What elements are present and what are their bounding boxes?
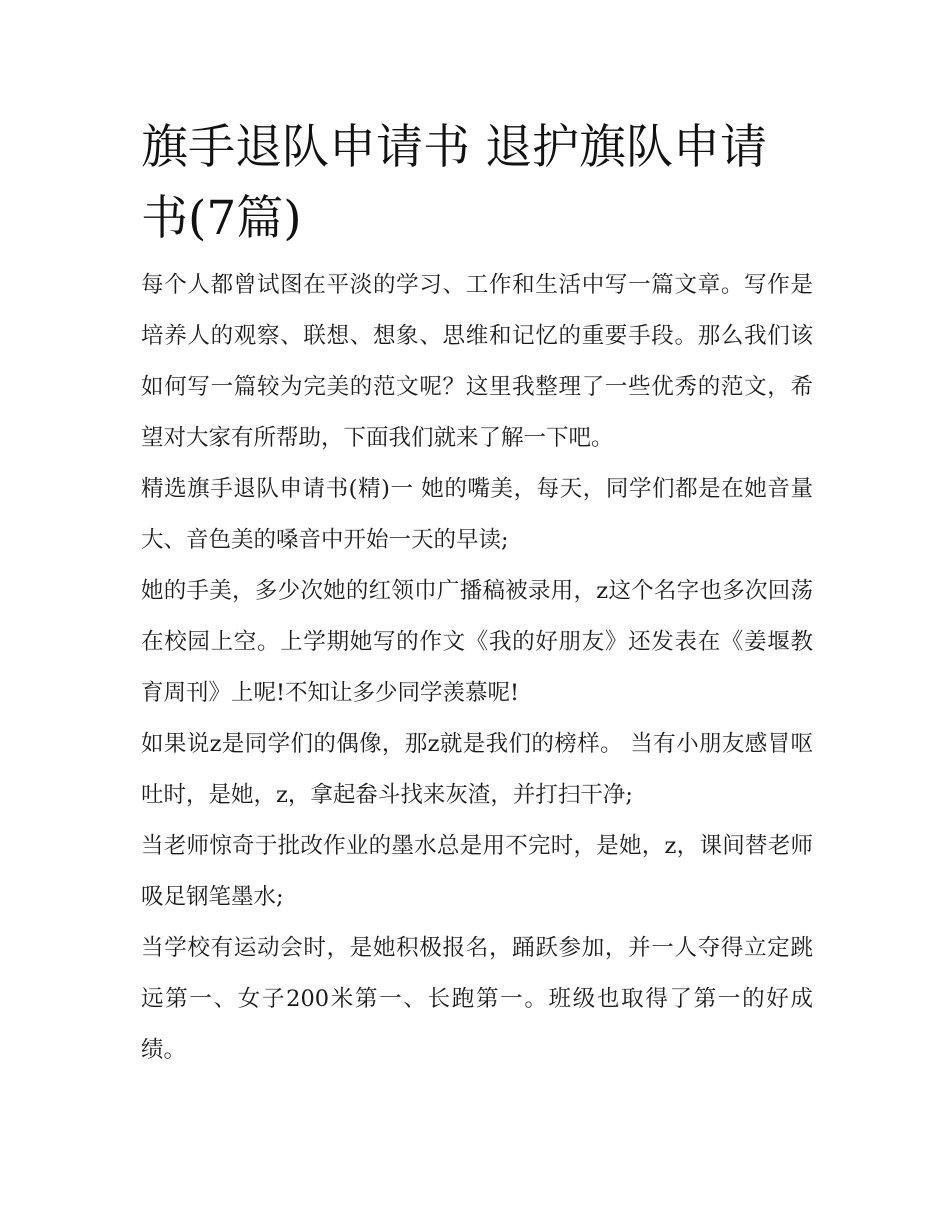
paragraph-mouth: 精选旗手退队申请书(精)一 她的嘴美，每天，同学们都是在她音量大、音色美的嗓音中开始一天的早读; xyxy=(141,476,813,553)
paragraph-ink: 当老师惊奇于批改作业的墨水总是用不完时，是她，z，课间替老师吸足钢笔墨水; xyxy=(141,833,813,910)
paragraph-intro: 每个人都曾试图在平淡的学习、工作和生活中写一篇文章。写作是培养人的观察、联想、想象、思维和记忆的重要手段。那么我们该如何写一篇较为完美的范文呢？这里我整理了一些优秀的范文，希望对大家有所帮助，下面我们就来了解一下吧。 xyxy=(141,272,813,451)
document-body xyxy=(141,112,813,1076)
paragraph-hands: 她的手美，多少次她的红领巾广播稿被录用，z这个名字也多次回荡在校园上空。上学期她写的作文《我的好朋友》还发表在《姜堰教育周刊》上呢!不知让多少同学羡慕呢! xyxy=(141,578,813,706)
paragraph-role-model: 如果说z是同学们的偶像，那z就是我们的榜样。 当有小朋友感冒呕吐时，是她，z，拿起畚斗找来灰渣，并打扫干净; xyxy=(141,731,813,808)
paragraph-sports: 当学校有运动会时，是她积极报名，踊跃参加，并一人夺得立定跳远第一、女子200米第一、长跑第一。班级也取得了第一的好成绩。 xyxy=(141,935,813,1063)
document-title: 旗手退队申请书 退护旗队申请书(7篇) xyxy=(141,120,767,246)
